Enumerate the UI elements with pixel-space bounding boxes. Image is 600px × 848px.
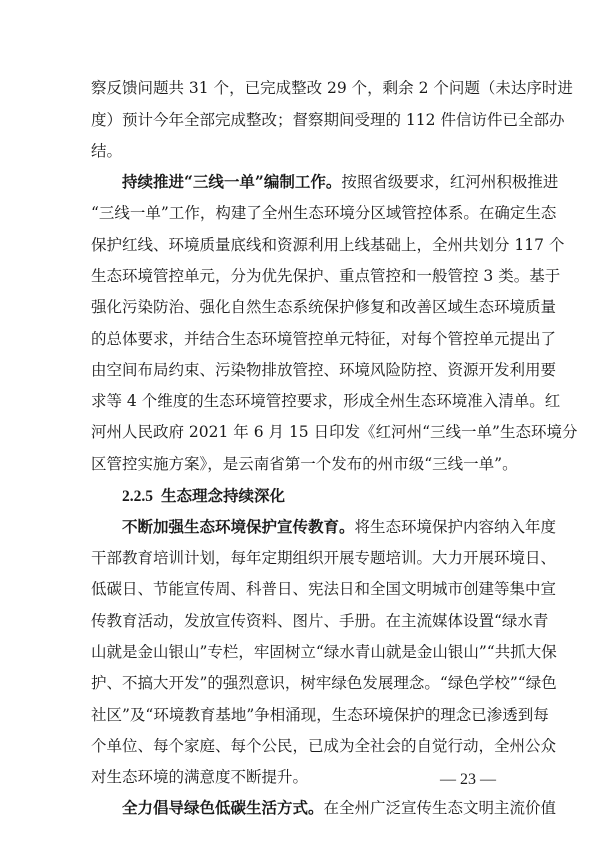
section-number: 2.2.5 — [122, 488, 153, 505]
paragraph-text: 在全州广泛宣传生态文明主流价值 — [323, 799, 557, 817]
paragraph-first-line — [122, 798, 557, 818]
paragraph-line: 个单位、每个家庭、每个公民，已成为全社会的自觉行动，全州公众 — [91, 737, 557, 755]
paragraph-lead: 全力倡导绿色低碳生活方式。 — [122, 798, 324, 817]
paragraph-line: 求等 4 个维度的生态环境管控要求，形成全州生态环境准入清单。红 — [91, 392, 561, 410]
paragraph-line: 社区”及“环境教育基地”争相涌现，生态环境保护的理念已渗透到每 — [91, 706, 549, 724]
section-title: 生态理念持续深化 — [161, 486, 286, 505]
paragraph-line: 察反馈问题共 31 个，已完成整改 29 个，剩余 2 个问题（未达序时进 — [91, 79, 573, 97]
paragraph-line: 的总体要求，并结合生态环境管控单元特征，对每个管控单元提出了 — [91, 330, 557, 348]
paragraph-line: 干部教育培训计划，每年定期组织开展专题培训。大力开展环境日、 — [91, 549, 557, 567]
paragraph-line: 区管控实施方案》，是云南省第一个发布的州市级“三线一单”。 — [91, 455, 518, 473]
paragraph-line: 对生态环境的满意度不断提升。 — [91, 768, 309, 786]
paragraph-line: 由空间布局约束、污染物排放管控、环境风险防控、资源开发利用要 — [91, 361, 557, 379]
page-number: — 23 — — [440, 771, 496, 788]
paragraph-lead: 不断加强生态环境保护宣传教育。 — [122, 517, 355, 536]
paragraph-line: 传教育活动，发放宣传资料、图片、手册。在主流媒体设置“绿水青 — [91, 612, 549, 630]
paragraph-text: 按照省级要求，红河州积极推进 — [341, 173, 559, 191]
paragraph-lead: 持续推进“三线一单”编制工作。 — [122, 172, 342, 191]
paragraph-line: 低碳日、节能宣传周、科普日、宪法日和全国文明城市创建等集中宣 — [91, 580, 557, 598]
paragraph-line: 山就是金山银山”专栏，牢固树立“绿水青山就是金山银山”“共抓大保 — [91, 643, 557, 661]
paragraph-line: 河州人民政府 2021 年 6 月 15 日印发《红河州“三线一单”生态环境分 — [91, 423, 578, 441]
paragraph-first-line — [122, 517, 557, 537]
paragraph-text: 将生态环境保护内容纳入年度 — [354, 518, 557, 536]
paragraph-line: 强化污染防治、强化自然生态系统保护修复和改善区域生态环境质量 — [91, 298, 557, 316]
paragraph-line: 护、不搞大开发”的强烈意识，树牢绿色发展理念。“绿色学校”“绿色 — [91, 674, 557, 692]
paragraph-line: 保护红线、环境质量底线和资源利用上线基础上，全州共划分 117 个 — [91, 236, 565, 254]
paragraph-line: 结。 — [91, 142, 123, 160]
paragraph-line: 度）预计今年全部完成整改；督察期间受理的 112 件信访件已全部办 — [91, 111, 565, 129]
section-heading — [122, 486, 285, 507]
paragraph-line: 生态环境管控单元，分为优先保护、重点管控和一般管控 3 类。基于 — [91, 267, 561, 285]
paragraph-first-line — [122, 172, 559, 192]
paragraph-line: “三线一单”工作，构建了全州生态环境分区域管控体系。在确定生态 — [91, 204, 557, 222]
